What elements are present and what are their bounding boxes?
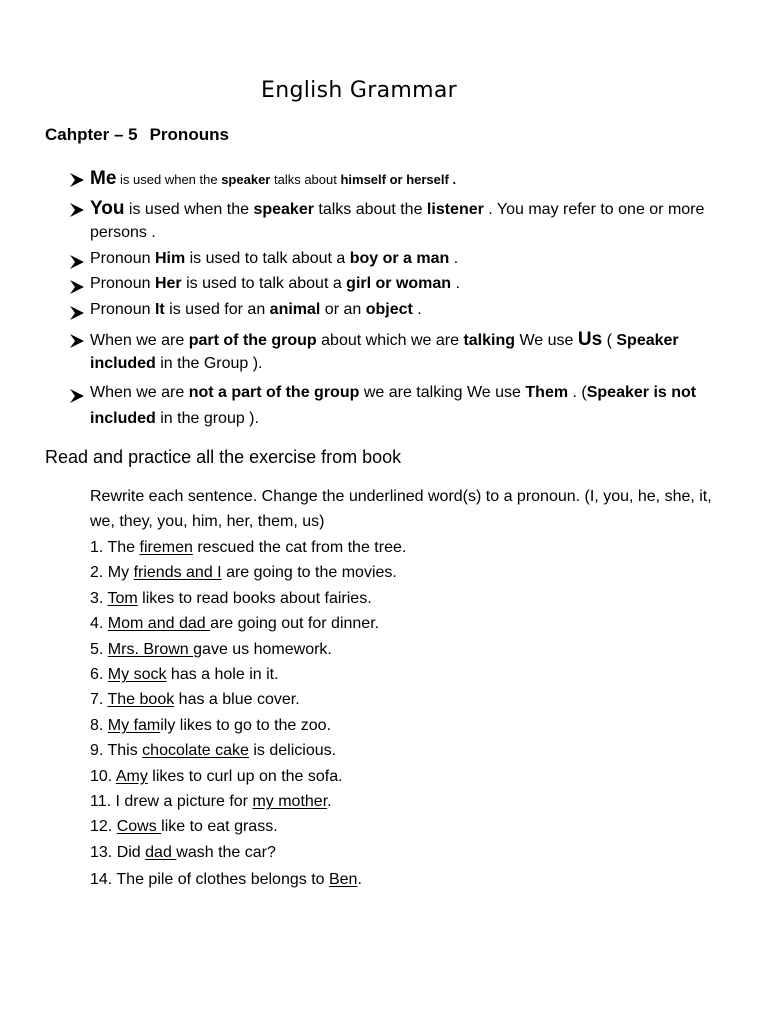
text-segment: speaker	[221, 172, 271, 187]
rule-line-continued	[90, 410, 259, 428]
text-segment: has a blue cover.	[174, 691, 300, 708]
exercise-item	[90, 793, 332, 811]
exercise-item	[90, 539, 406, 557]
text-segment: .	[451, 275, 460, 292]
text-segment: or an	[320, 301, 366, 318]
underlined-word: Cows	[116, 818, 162, 835]
rule-line	[90, 250, 458, 268]
text-segment: .	[449, 250, 459, 267]
chapter-topic: Pronouns	[149, 125, 229, 144]
rule-line-continued	[90, 355, 263, 373]
text-segment: Her	[154, 275, 182, 292]
underlined-word: firemen	[139, 539, 193, 556]
text-segment: Pronoun	[90, 250, 155, 267]
text-segment: . You may refer to one or more	[483, 201, 705, 218]
chapter-label: Cahpter – 5	[45, 125, 138, 144]
text-segment: talks about the	[313, 201, 427, 218]
arrow-bullet-icon	[68, 201, 88, 219]
text-segment: girl or woman	[346, 275, 452, 292]
text-segment: are going out for dinner.	[210, 615, 380, 632]
exercise-item	[90, 871, 362, 889]
page-title: English Grammar	[261, 78, 457, 103]
text-segment: . (	[568, 384, 587, 401]
underlined-word: Ben	[328, 871, 358, 888]
underlined-word: Mrs. Brown	[107, 641, 194, 658]
text-segment: is used for an	[164, 301, 270, 318]
text-segment: .	[327, 793, 332, 810]
instruction-line: Rewrite each sentence. Change the underlined word(s) to a pronoun. (I, you, he, she, it,	[90, 488, 712, 505]
underlined-word: The book	[107, 691, 175, 708]
text-segment: When we are	[90, 384, 189, 401]
chapter-heading	[45, 125, 229, 145]
text-segment: not a part of the group	[188, 384, 360, 401]
exercise-item	[90, 590, 372, 608]
text-segment: 6.	[90, 666, 108, 683]
text-segment: likes to curl up on the sofa.	[147, 768, 343, 785]
text-segment: about which we are	[316, 332, 464, 349]
text-segment: 14. The pile of clothes belongs to	[90, 871, 329, 888]
rule-line	[90, 384, 696, 402]
text-segment: When we are	[90, 332, 189, 349]
text-segment: is used to talk about a	[185, 250, 350, 267]
underlined-word: friends and I	[133, 564, 222, 581]
rule-line	[90, 198, 704, 220]
text-segment: persons .	[90, 224, 156, 241]
text-segment: 3.	[90, 590, 108, 607]
arrow-bullet-icon	[68, 171, 88, 189]
text-segment: 11. I drew a picture for	[90, 793, 253, 810]
text-segment: 12.	[90, 818, 117, 835]
text-segment: boy or a man	[349, 250, 450, 267]
text-segment: like to eat grass.	[161, 818, 278, 835]
exercise-item	[90, 768, 343, 786]
text-segment: Them	[525, 384, 569, 401]
underlined-word: Tom	[107, 590, 138, 607]
text-segment: included	[90, 410, 156, 427]
text-segment: in the group ).	[155, 410, 259, 427]
text-segment: in the Group ).	[155, 355, 263, 372]
rule-line-continued	[90, 224, 156, 242]
text-segment: is used when the	[116, 172, 222, 187]
exercise-item	[90, 666, 279, 684]
text-segment: part of the group	[188, 332, 317, 349]
text-segment: 13. Did	[90, 844, 146, 861]
text-segment: gave us homework.	[193, 641, 332, 658]
underlined-word: My sock	[107, 666, 167, 683]
text-segment: wash the car?	[176, 844, 276, 861]
text-segment: 9. This	[90, 742, 143, 759]
text-segment: It	[154, 301, 165, 318]
text-segment: .	[357, 871, 362, 888]
text-segment: we are talking We use	[359, 384, 526, 401]
text-segment: object	[365, 301, 413, 318]
text-segment: speaker	[253, 201, 314, 218]
text-segment: Him	[154, 250, 186, 267]
text-segment: himself or herself .	[340, 172, 457, 187]
rule-line	[90, 168, 456, 190]
text-segment: 8.	[90, 717, 108, 734]
text-segment: is used to talk about a	[181, 275, 347, 292]
text-segment: .	[412, 301, 422, 318]
text-segment: talking	[463, 332, 516, 349]
arrow-bullet-icon	[68, 253, 88, 271]
arrow-bullet-icon	[68, 304, 88, 322]
text-segment: 10.	[90, 768, 116, 785]
text-segment: Us	[577, 329, 603, 350]
exercise-item	[90, 717, 331, 735]
text-segment: talks about	[270, 172, 341, 187]
text-segment: ily likes to go to the zoo.	[160, 717, 332, 734]
arrow-bullet-icon	[68, 387, 88, 405]
text-segment: rescued the cat from the tree.	[192, 539, 407, 556]
underlined-word: Mom and dad	[107, 615, 211, 632]
text-segment: Pronoun	[90, 301, 155, 318]
exercise-item	[90, 641, 332, 659]
text-segment: are going to the movies.	[221, 564, 397, 581]
text-segment: likes to read books about fairies.	[137, 590, 372, 607]
exercise-item	[90, 615, 379, 633]
text-segment: 2. My	[90, 564, 134, 581]
underlined-word: my mother	[252, 793, 328, 810]
text-segment: (	[602, 332, 617, 349]
text-segment: is used when the	[124, 201, 254, 218]
text-segment: Speaker is not	[586, 384, 697, 401]
underlined-word: chocolate cake	[142, 742, 249, 759]
text-segment: Speaker	[616, 332, 679, 349]
exercise-item	[90, 844, 276, 862]
text-segment: 7.	[90, 691, 108, 708]
exercise-item	[90, 742, 336, 760]
underlined-word: Amy	[115, 768, 148, 785]
rule-line	[90, 275, 460, 293]
underlined-word: My fam	[107, 717, 161, 734]
section-heading: Read and practice all the exercise from book	[45, 447, 402, 467]
text-segment: 1. The	[90, 539, 140, 556]
arrow-bullet-icon	[68, 332, 88, 350]
text-segment: has a hole in it.	[166, 666, 279, 683]
text-segment: Me	[90, 168, 117, 189]
rule-line	[90, 329, 679, 351]
exercise-item	[90, 818, 278, 836]
text-segment: Pronoun	[90, 275, 155, 292]
text-segment: listener	[426, 201, 484, 218]
text-segment: included	[90, 355, 156, 372]
text-segment: is delicious.	[248, 742, 337, 759]
text-segment: We use	[515, 332, 578, 349]
text-segment: You	[90, 198, 125, 219]
text-segment: animal	[269, 301, 321, 318]
text-segment: 5.	[90, 641, 108, 658]
instruction-line: we, they, you, him, her, them, us)	[90, 513, 325, 530]
text-segment: 4.	[90, 615, 108, 632]
arrow-bullet-icon	[68, 278, 88, 296]
underlined-word: dad	[145, 844, 177, 861]
exercise-item	[90, 691, 300, 709]
rule-line	[90, 301, 422, 319]
exercise-item	[90, 564, 397, 582]
